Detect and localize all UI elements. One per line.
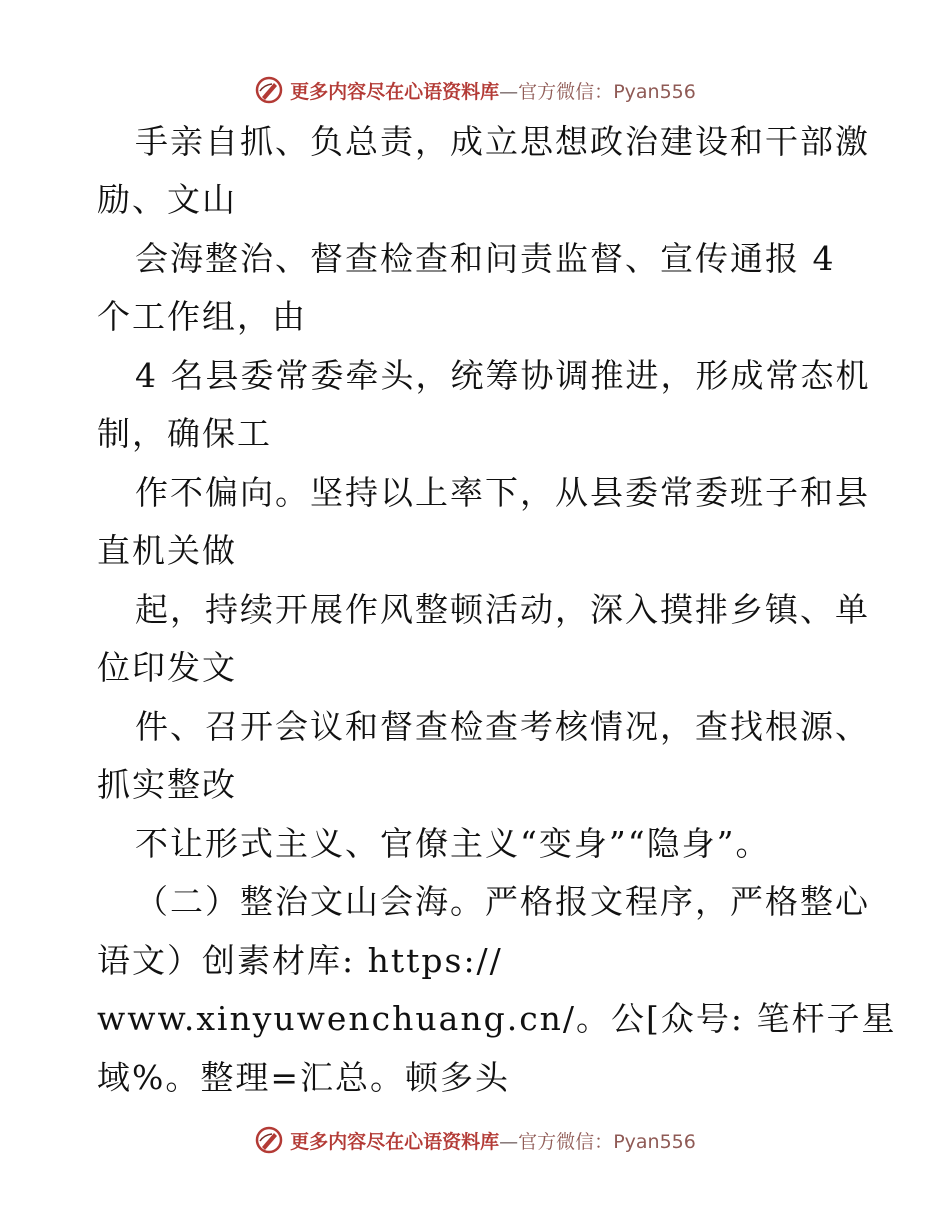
body-line-5: 4 名县委常委牵头，统筹协调推进，形成常态机	[135, 356, 871, 395]
pen-logo-icon	[254, 1125, 284, 1155]
footer-site-text: 更多内容尽在心语资料库	[290, 1130, 500, 1153]
body-line-13: 不让形式主义、官僚主义“变身”“隐身”。	[135, 824, 771, 863]
body-line-4: 个工作组，由	[97, 297, 307, 336]
body-line-12: 抓实整改	[97, 765, 237, 804]
body-line-14: （二）整治文山会海。严格报文程序，严格整心	[135, 882, 870, 921]
body-line-9: 起，持续开展作风整顿活动，深入摸排乡镇、单	[135, 590, 870, 629]
body-line-11: 件、召开会议和督查检查考核情况，查找根源、	[135, 707, 870, 746]
body-line-1: 手亲自抓、负总责，成立思想政治建设和干部激	[135, 122, 870, 161]
header-text	[290, 77, 696, 104]
header-separator: —	[499, 80, 519, 103]
body-line-3: 会海整治、督查检查和问责监督、宣传通报 4	[135, 239, 836, 278]
footer-wechat-label: 官方微信：	[518, 1130, 614, 1153]
header-wechat-label: 官方微信：	[518, 80, 614, 103]
body-line-15: 语文）创素材库: https://	[97, 941, 503, 980]
body-line-7: 作不偏向。坚持以上率下，从县委常委班子和县	[135, 473, 870, 512]
footer-wechat-id: Pyan556	[613, 1130, 696, 1153]
body-line-2: 励、文山	[97, 180, 237, 219]
body-line-17: 域%。整理=汇总。顿多头	[97, 1058, 511, 1097]
footer-banner	[0, 1120, 950, 1160]
footer-separator: —	[499, 1130, 519, 1153]
body-line-8: 直机关做	[97, 531, 237, 570]
header-banner	[0, 70, 950, 110]
header-site-text: 更多内容尽在心语资料库	[290, 80, 500, 103]
footer-text	[290, 1127, 696, 1154]
body-line-6: 制，确保工	[97, 414, 272, 453]
body-line-10: 位印发文	[97, 648, 237, 687]
header-wechat-id: Pyan556	[613, 80, 696, 103]
pen-logo-icon	[254, 75, 284, 105]
body-line-16: www.xinyuwenchuang.cn/。公[众号: 笔杆子星	[97, 999, 897, 1038]
